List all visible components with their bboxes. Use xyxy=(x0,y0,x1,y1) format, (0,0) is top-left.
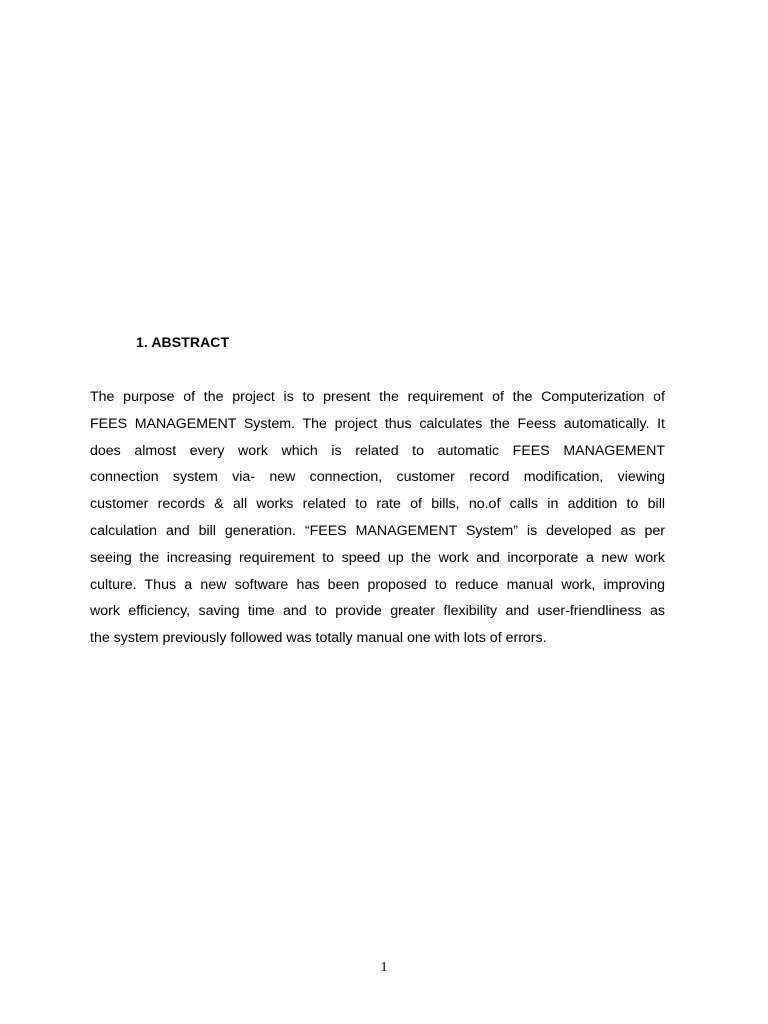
paragraph-line: calculation and bill generation. “FEES MANAGEMENT System” is developed as per xyxy=(90,522,665,539)
paragraph-line: FEES MANAGEMENT System. The project thus calculates the Feess automatically. It xyxy=(90,415,665,432)
paragraph-line: does almost every work which is related to automatic FEES MANAGEMENT xyxy=(90,442,665,459)
section-heading: 1. ABSTRACT xyxy=(136,334,230,350)
page-number: 1 xyxy=(380,960,388,975)
paragraph-line: culture. Thus a new software has been proposed to reduce manual work, improving xyxy=(90,576,665,593)
paragraph-line: customer records & all works related to rate of bills, no.of calls in addition to bill xyxy=(90,496,665,513)
paragraph-line: seeing the increasing requirement to speed up the work and incorporate a new work xyxy=(90,549,665,566)
paragraph-line: The purpose of the project is to present the requirement of the Computerization of xyxy=(90,389,665,405)
paragraph-line: connection system via- new connection, customer record modification, viewing xyxy=(90,469,665,486)
paragraph-line: the system previously followed was totally manual one with lots of errors. xyxy=(90,630,547,647)
paragraph-line: work efficiency, saving time and to provide greater flexibility and user-friendliness as xyxy=(90,603,665,620)
abstract-paragraph xyxy=(90,384,665,652)
